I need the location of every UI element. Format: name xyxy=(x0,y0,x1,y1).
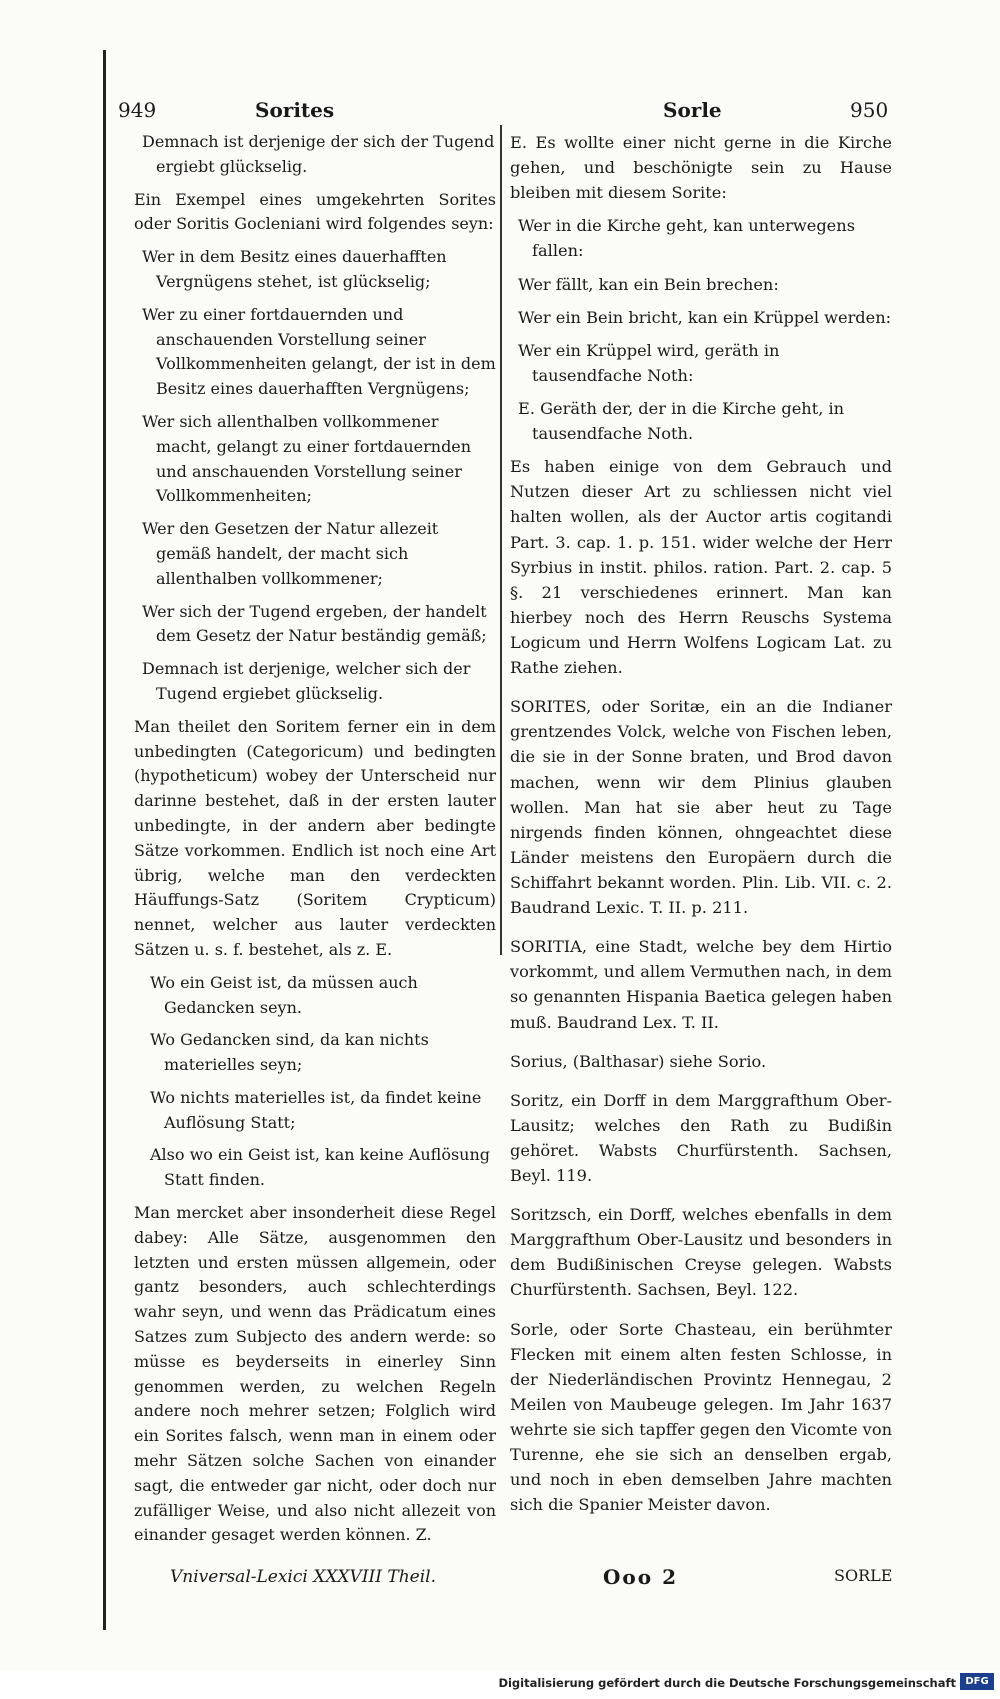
paragraph: Wer den Gesetzen der Natur allezeit gemäß handelt, der macht sich allenthalben vollkommener; xyxy=(142,519,439,588)
paragraph: Wer ein Krüppel wird, geräth in tausendfache Noth: xyxy=(518,340,780,385)
paragraph: Wer sich allenthalben vollkommener macht, gelangt zu einer fortdauernden und anschauenden Vorstellung seiner Vollkommenheiten; xyxy=(142,411,472,506)
paragraph: Wo ein Geist ist, da müssen auch Gedancken seyn. xyxy=(150,972,418,1017)
paragraph: Wo nichts materielles ist, da findet keine Auflösung Statt; xyxy=(150,1087,482,1132)
paragraph: Also wo ein Geist ist, kan keine Auflösung Statt finden. xyxy=(150,1145,491,1190)
paragraph: Wer zu einer fortdauernden und anschauenden Vorstellung seiner Vollkommenheiten gelangt, der ist in dem Besitz eines dauerhafften Vergnügens; xyxy=(142,304,496,399)
left-text-column xyxy=(134,130,496,1556)
left-page-number: 949 xyxy=(118,98,157,122)
left-running-title: Sorites xyxy=(255,98,335,122)
catchword: SORLE xyxy=(834,1566,893,1585)
paragraph: Wo Gedancken sind, da kan nichts materielles seyn; xyxy=(150,1030,429,1075)
paragraph: Demnach ist derjenige der sich der Tugend ergiebt glückselig. xyxy=(142,132,495,176)
paragraph: Soritzsch, ein Dorff, welches ebenfalls in dem Marggrafthum Ober-Lausitz und besonders in dem Budißinischen Creyse gelegen. Wabsts Churfürstenth. Sachsen, Beyl. 122. xyxy=(510,1205,892,1300)
paragraph: Sorius, (Balthasar) siehe Sorio. xyxy=(510,1051,767,1071)
paragraph: Wer in die Kirche geht, kan unterwegens fallen: xyxy=(518,216,855,261)
paragraph: Wer ein Bein bricht, kan ein Krüppel werden: xyxy=(518,307,892,327)
paragraph: E. Geräth der, der in die Kirche geht, in tausendfache Noth. xyxy=(518,398,845,444)
dfg-logo-icon: DFG xyxy=(960,1673,994,1690)
paragraph: Demnach ist derjenige, welcher sich der Tugend ergiebet glückselig. xyxy=(142,659,471,703)
signature-mark: Ooo 2 xyxy=(603,1565,678,1589)
paragraph: Wer sich der Tugend ergeben, der handelt dem Gesetz der Natur beständig gemäß; xyxy=(142,601,487,646)
paragraph: Soritz, ein Dorff in dem Marggrafthum Ober-Lausitz; welches den Rath zu Budißin gehöret. Wabsts Churfürstenth. Sachsen, Beyl. 119. xyxy=(510,1090,892,1186)
paragraph: Wer in dem Besitz eines dauerhafften Vergnügens stehet, ist glückselig; xyxy=(142,247,447,291)
right-running-title: Sorle xyxy=(663,98,722,122)
paragraph: Man mercket aber insonderheit diese Regel dabey: Alle Sätze, ausgenommen den letzten und ersten müssen allgemein, oder gantz besonders, auch schlechterdings wahr seyn, und wenn das Prädicatum eines Satzes zum Subjecto des andern werde: so müsse es beyderseits in einerley Sinn genommen werden, zu welchen Regeln andere noch mehrer setzen; Folglich wird ein Sorites falsch, wenn man in einem oder mehr Sätzen solche Sachen von einander sagt, die entweder gar nicht, oder doch nur zufälliger Weise, und also nicht allezeit von einander gesaget werden können. Z. xyxy=(134,1203,496,1545)
binding-edge-rule xyxy=(103,50,106,1630)
volume-title: Vniversal-Lexici XXXVIII Theil. xyxy=(170,1567,436,1587)
paragraph: Ein Exempel eines umgekehrten Sorites oder Soritis Gocleniani wird folgendes seyn: xyxy=(134,189,496,234)
paragraph: E. Es wollte einer nicht gerne in die Kirche gehen, und beschönigte sein zu Hause bleiben mit diesem Sorite: xyxy=(510,133,892,203)
right-text-column xyxy=(510,130,892,1525)
right-page-number: 950 xyxy=(850,98,889,122)
paragraph: Wer fällt, kan ein Bein brechen: xyxy=(518,274,779,294)
paragraph: SORITES, oder Soritæ, ein an die Indianer grentzendes Volck, welche von Fischen leben, die sie in der Sonne braten, und Brod davon machen, wenn wir dem Plinius glauben wollen. Man hat sie aber heut zu Tage nirgends finden können, ohngeachtet diese Länder meistens den Europäern durch die Schiffahrt bekannt worden. Plin. Lib. VII. c. 2. Baudrand Lexic. T. II. p. 211. xyxy=(510,697,892,918)
paragraph: Man theilet den Soritem ferner ein in dem unbedingten (Categoricum) und bedingten (hypotheticum) wobey der Unterscheid nur darinne bestehet, daß in der ersten lauter unbedingte, in der andern aber bedingte Sätze vorkommen. Endlich ist noch eine Art übrig, welche man den verdeckten Häuffungs-Satz (Soritem Crypticum) nennet, welcher aus lauter verdeckten Sätzen u. s. f. bestehet, als z. E. xyxy=(134,716,496,959)
digitization-credit: Digitalisierung gefördert durch die Deutsche Forschungsgemeinschaft xyxy=(498,1676,956,1690)
paragraph: Es haben einige von dem Gebrauch und Nutzen dieser Art zu schliessen nicht viel halten wollen, als der Auctor artis cogitandi Part. 3. cap. 1. p. 151. wider welche der Herr Syrbius in instit. philos. ration. Part. 2. cap. 5 §. 21 verschiedenes erinnert. Man kan hierbey noch des Herrn Reuschs Systema Logicum und Herrn Wolfens Logicam Lat. zu Rathe ziehen. xyxy=(510,457,892,678)
paragraph: Sorle, oder Sorte Chasteau, ein berühmter Flecken mit einem alten festen Schlosse, in der Niederländischen Provintz Hennegau, 2 Meilen von Maubeuge gelegen. Im Jahr 1637 wehrte sie sich tapffer gegen den Vicomte von Turenne, ehe sie sich an denselben ergab, und noch in eben demselben Jahre machten sich die Spanier Meister davon. xyxy=(510,1319,892,1515)
column-divider xyxy=(500,125,502,955)
paragraph: SORITIA, eine Stadt, welche bey dem Hirtio vorkommt, und allem Vermuthen nach, in dem so genannten Hispania Baetica gelegen haben muß. Baudrand Lex. T. II. xyxy=(510,937,892,1032)
